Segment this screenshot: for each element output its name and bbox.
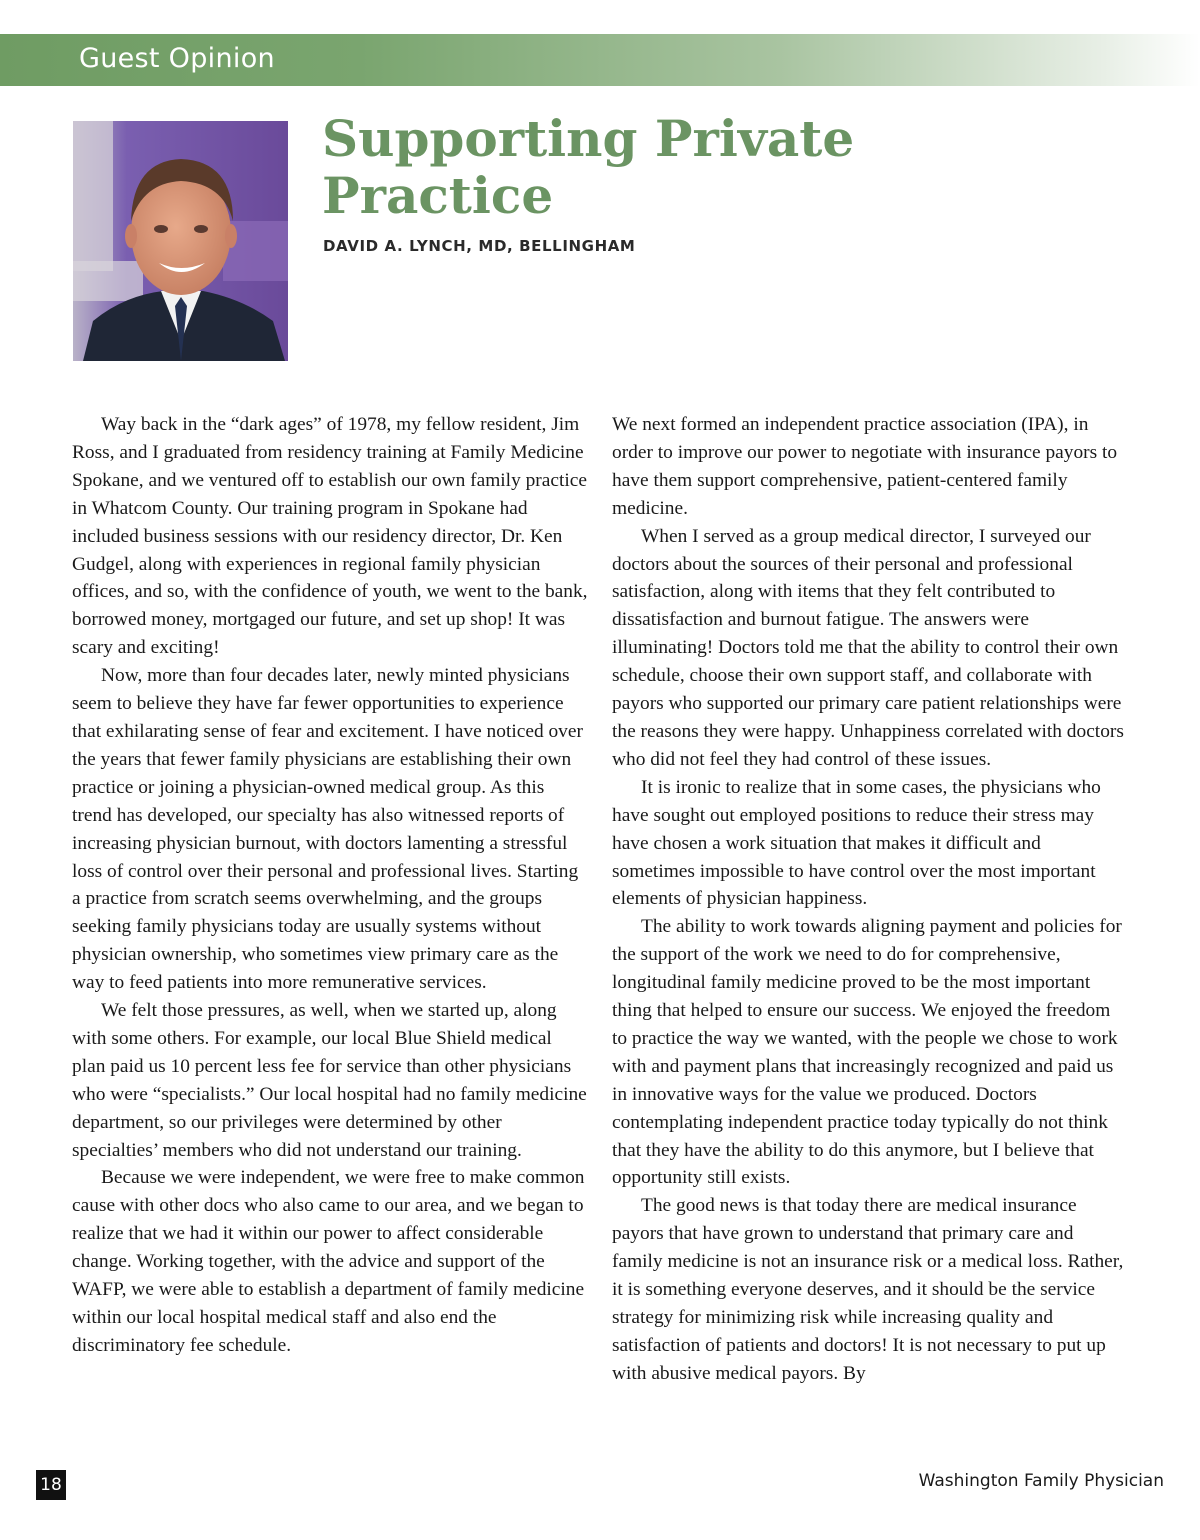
article-byline: DAVID A. LYNCH, MD, BELLINGHAM: [323, 237, 636, 255]
paragraph: The ability to work towards aligning payment and policies for the support of the work we need to do for comprehensive, longitudinal family medicine proved to be the most important thing that helped to ensure our success. We enjoyed the freedom to practice the way we wanted, with the people we chose to work with and payment plans that increasingly recognized and paid us in innovative ways for the value we produced. Doctors contemplating independent practice today typically do not think that they have the ability to do this anymore, but I believe that opportunity still exists.: [612, 916, 1122, 1189]
publication-name: Washington Family Physician: [918, 1471, 1164, 1491]
article-column-left: [72, 411, 588, 1360]
paragraph: Way back in the “dark ages” of 1978, my fellow resident, Jim Ross, and I graduated from residency training at Family Medicine Spokane, and we ventured off to establish our own family practice in Whatcom County. Our training program in Spokane had included business sessions with our residency director, Dr. Ken Gudgel, along with experiences in regional family physician offices, and so, with the confidence of youth, we went to the bank, borrowed money, mortgaged our future, and set up shop! It was scary and exciting!: [72, 414, 588, 659]
paragraph: Now, more than four decades later, newly minted physicians seem to believe they have far fewer opportunities to experience that exhilarating sense of fear and excitement. I have noticed over the years that fewer family physicians are establishing their own practice or joining a physician-owned medical group. As this trend has developed, our specialty has also witnessed reports of increasing physician burnout, with doctors lamenting a stressful loss of control over their personal and professional lives. Starting a practice from scratch seems overwhelming, and the groups seeking family physicians today are usually systems without physician ownership, who sometimes view primary care as the way to feed patients into more remunerative services.: [72, 665, 583, 994]
paragraph: The good news is that today there are medical insurance payors that have grown to understand that primary care and family medicine is not an insurance risk or a medical loss. Rather, it is something everyone deserves, and it should be the service strategy for minimizing risk while increasing quality and satisfaction of patients and doctors! It is not necessary to put up with abusive medical payors. By: [612, 1195, 1124, 1384]
paragraph: Because we were independent, we were free to make common cause with other docs who also came to our area, and we began to realize that we had it within our power to affect considerable change. Working together, with the advice and support of the WAFP, we were able to establish a department of family medicine within our local hospital medical staff and also end the discriminatory fee schedule.: [72, 1167, 585, 1356]
article-column-right: [612, 411, 1128, 1388]
paragraph: When I served as a group medical director, I surveyed our doctors about the sources of their personal and professional satisfaction, along with items that they felt contributed to dissatisfaction and burnout fatigue. The answers were illuminating! Doctors told me that the ability to control their own schedule, choose their own support staff, and collaborate with payors who supported our primary care patient relationships were the reasons they were happy. Unhappiness correlated with doctors who did not feel they had control of these issues.: [612, 525, 1124, 770]
section-label: Guest Opinion: [79, 43, 275, 74]
paragraph: We felt those pressures, as well, when we started up, along with some others. For example, our local Blue Shield medical plan paid us 10 percent less fee for service than other physicians who were “specialists.” Our local hospital had no family medicine department, so our privileges were determined by other specialties’ members who did not understand our training.: [72, 1000, 587, 1161]
author-photo: [73, 121, 288, 361]
section-banner: [0, 34, 1200, 86]
page-number: 18: [36, 1470, 66, 1500]
paragraph: We next formed an independent practice association (IPA), in order to improve our power to negotiate with insurance payors to have them support comprehensive, patient-centered family medicine.: [612, 414, 1118, 519]
paragraph: It is ironic to realize that in some cases, the physicians who have sought out employed positions to reduce their stress may have chosen a work situation that makes it difficult and sometimes impossible to have control over the most important elements of physician happiness.: [612, 776, 1101, 910]
author-portrait-image: [73, 121, 288, 361]
article-title: Supporting Private Practice: [322, 109, 855, 225]
